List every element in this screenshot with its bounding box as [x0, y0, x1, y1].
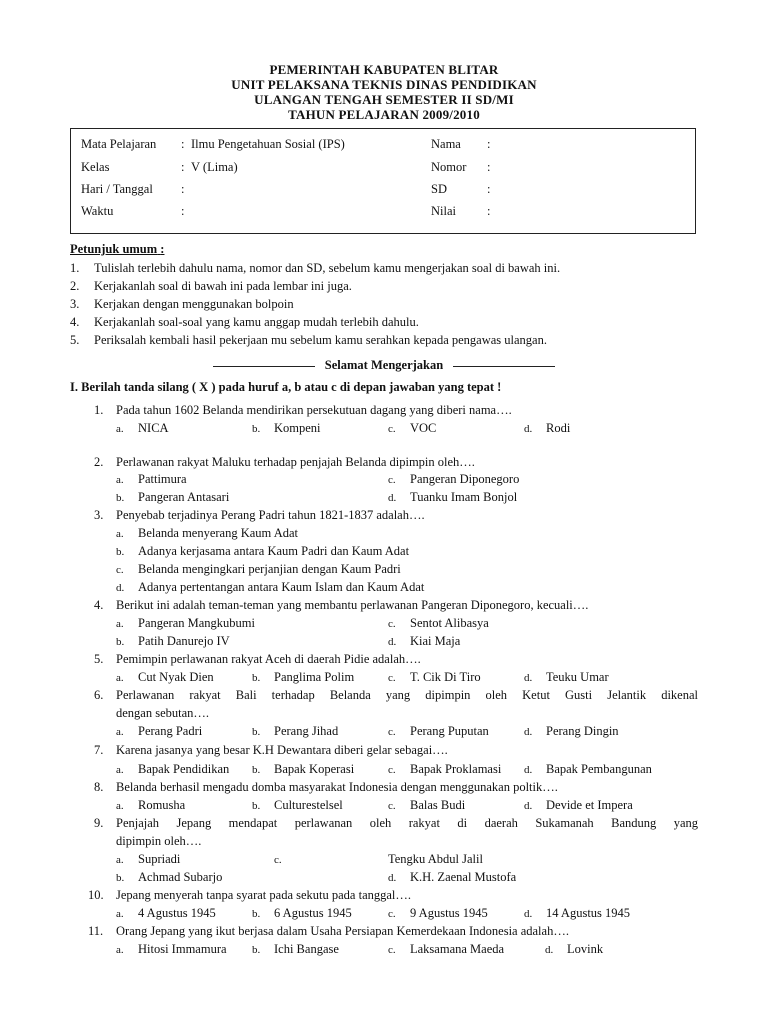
good-luck-banner: [0, 356, 768, 374]
option-letter: c.: [388, 474, 396, 486]
identity-value: Ilmu Pengetahuan Sosial (IPS): [191, 137, 345, 151]
answer-option[interactable]: [116, 760, 229, 779]
question-text: Jepang menyerah tanpa syarat pada sekutu pada tanggal….: [116, 888, 412, 902]
answer-option[interactable]: [116, 524, 298, 543]
option-text: Culturestelsel: [274, 798, 343, 812]
header-line-1: PEMERINTAH KABUPATEN BLITAR: [269, 62, 499, 77]
answer-option[interactable]: [524, 904, 630, 923]
instruction-item: [70, 331, 698, 349]
option-text: 4 Agustus 1945: [138, 906, 216, 920]
instructions-title-text: Petunjuk umum: [70, 242, 158, 256]
instructions-list: [70, 259, 698, 349]
option-letter: b.: [252, 672, 261, 684]
question-text: dengan sebutan….: [116, 706, 210, 720]
question-number: 3.: [94, 508, 104, 522]
option-letter: a.: [116, 800, 124, 812]
option-text: K.H. Zaenal Mustofa: [410, 870, 517, 884]
question-text: Penyebab terjadinya Perang Padri tahun 1821-1837 adalah….: [116, 508, 425, 522]
instruction-text: Kerjakanlah soal di bawah ini pada lembar ini juga.: [94, 279, 352, 293]
question-text: dipimpin oleh….: [116, 834, 202, 848]
identity-separator-right: :: [487, 160, 491, 174]
option-text: Devide et Impera: [546, 798, 633, 812]
identity-label-right: SD: [431, 182, 447, 196]
option-letter: b.: [116, 492, 125, 504]
option-text: Bapak Koperasi: [274, 762, 355, 776]
option-letter: a.: [116, 854, 124, 866]
option-text: Tengku Abdul Jalil: [388, 852, 483, 866]
option-letter: d.: [388, 636, 397, 648]
option-text: Sentot Alibasya: [410, 616, 489, 630]
instruction-item: [70, 259, 698, 277]
divider: [453, 366, 555, 367]
option-text: VOC: [410, 421, 437, 435]
answer-option[interactable]: [524, 419, 570, 438]
option-letter: d.: [524, 726, 533, 738]
answer-option[interactable]: [116, 419, 169, 438]
answer-option[interactable]: [116, 850, 180, 869]
option-text: Laksamana Maeda: [410, 942, 505, 956]
option-letter: c.: [388, 618, 396, 630]
option-letter: a.: [116, 618, 124, 630]
option-text: Adanya pertentangan antara Kaum Islam dan Kaum Adat: [138, 580, 425, 594]
answer-option[interactable]: [116, 470, 187, 489]
answer-option[interactable]: [388, 940, 504, 959]
option-letter: d.: [524, 908, 533, 920]
option-letter: d.: [524, 764, 533, 776]
option-letter: d.: [524, 423, 533, 435]
identity-label: Waktu: [81, 204, 114, 218]
option-letter: c.: [116, 564, 124, 576]
option-text: Achmad Subarjo: [138, 870, 223, 884]
identity-label-right: Nomor: [431, 160, 467, 174]
option-letter: b.: [252, 800, 261, 812]
option-letter: a.: [116, 474, 124, 486]
answer-option[interactable]: [116, 542, 409, 561]
answer-option[interactable]: [524, 796, 633, 815]
option-text: Kompeni: [274, 421, 321, 435]
option-text: Adanya kerjasama antara Kaum Padri dan Kaum Adat: [138, 544, 410, 558]
instruction-item: [70, 277, 698, 295]
option-letter: a.: [116, 944, 124, 956]
option-letter: c.: [388, 764, 396, 776]
header-line-2: UNIT PELAKSANA TEKNIS DINAS PENDIDIKAN: [231, 77, 537, 92]
answer-option[interactable]: [388, 904, 488, 923]
question-number: 11.: [88, 924, 104, 938]
instruction-number: 4.: [70, 315, 80, 329]
answer-option[interactable]: [524, 760, 652, 779]
answer-option[interactable]: [388, 760, 501, 779]
identity-label-right: Nama: [431, 137, 461, 151]
answer-option[interactable]: [252, 904, 352, 923]
answer-option[interactable]: [388, 868, 516, 887]
option-text: Ichi Bangase: [274, 942, 339, 956]
question-number: 7.: [94, 743, 104, 757]
answer-option[interactable]: [252, 668, 354, 687]
identity-separator-right: :: [487, 204, 491, 218]
instruction-text: Kerjakan dengan menggunakan bolpoin: [94, 297, 294, 311]
identity-separator: :: [181, 137, 185, 151]
instruction-number: 2.: [70, 279, 80, 293]
identity-separator-right: :: [487, 182, 491, 196]
identity-separator-right: :: [487, 137, 491, 151]
option-text: Lovink: [567, 942, 604, 956]
option-text: Balas Budi: [410, 798, 466, 812]
option-letter: a.: [116, 908, 124, 920]
answer-option[interactable]: [116, 904, 216, 923]
instruction-item: [70, 313, 698, 331]
answer-option[interactable]: [388, 470, 519, 489]
question-text: Perlawanan rakyat Bali terhadap Belanda yang dipimpin oleh Ketut Gusti Jelantik dikenal: [116, 688, 698, 702]
instruction-text: Kerjakanlah soal-soal yang kamu anggap mudah terlebih dahulu.: [94, 315, 419, 329]
answer-option[interactable]: [116, 940, 227, 959]
answer-option[interactable]: [252, 722, 338, 741]
instruction-number: 5.: [70, 333, 80, 347]
option-text: 6 Agustus 1945: [274, 906, 352, 920]
identity-value: V (Lima): [191, 160, 238, 174]
option-text: Romusha: [138, 798, 186, 812]
option-letter: a.: [116, 672, 124, 684]
option-text: T. Cik Di Tiro: [410, 670, 481, 684]
option-text: Hitosi Immamura: [138, 942, 227, 956]
option-letter: d.: [388, 492, 397, 504]
answer-option[interactable]: [388, 632, 460, 651]
good-luck-text: Selamat Mengerjakan: [324, 358, 444, 372]
identity-separator: :: [181, 204, 185, 218]
answer-option[interactable]: [116, 632, 230, 651]
option-letter: a.: [116, 528, 124, 540]
answer-option[interactable]: [252, 419, 321, 438]
option-text: Bapak Pembangunan: [546, 762, 652, 776]
option-text: Cut Nyak Dien: [138, 670, 214, 684]
question-text: Pada tahun 1602 Belanda mendirikan persekutuan dagang yang diberi nama….: [116, 403, 512, 417]
option-text: Perang Puputan: [410, 724, 489, 738]
instructions-title: [70, 240, 164, 258]
answer-option[interactable]: [524, 668, 609, 687]
exam-header: [0, 62, 768, 122]
question-text: Berikut ini adalah teman-teman yang membantu perlawanan Pangeran Diponegoro, kecuali….: [116, 598, 589, 612]
answer-option[interactable]: [116, 560, 401, 579]
answer-option[interactable]: [252, 940, 339, 959]
identity-box: [70, 128, 696, 234]
option-letter: c.: [274, 854, 282, 866]
option-letter: d.: [388, 872, 397, 884]
option-letter: b.: [252, 908, 261, 920]
answer-option[interactable]: [388, 668, 481, 687]
answer-option[interactable]: [388, 796, 465, 815]
divider: [213, 366, 315, 367]
option-text: NICA: [138, 421, 169, 435]
question-text: Orang Jepang yang ikut berjasa dalam Usaha Persiapan Kemerdekaan Indonesia adalah….: [116, 924, 569, 938]
option-letter: b.: [252, 944, 261, 956]
option-text: Bapak Proklamasi: [410, 762, 502, 776]
option-letter: c.: [388, 944, 396, 956]
option-text: Patih Danurejo IV: [138, 634, 230, 648]
answer-option[interactable]: [252, 760, 354, 779]
answer-option[interactable]: [274, 850, 296, 869]
answer-option[interactable]: [252, 796, 343, 815]
identity-label: Kelas: [81, 160, 110, 174]
option-letter: b.: [252, 764, 261, 776]
option-letter: c.: [388, 726, 396, 738]
answer-option[interactable]: [388, 850, 483, 868]
answer-option[interactable]: [116, 868, 222, 887]
option-text: 14 Agustus 1945: [546, 906, 631, 920]
question-number: 5.: [94, 652, 104, 666]
instruction-item: [70, 295, 698, 313]
option-letter: b.: [116, 872, 125, 884]
option-text: Rodi: [546, 421, 571, 435]
identity-separator: :: [181, 160, 185, 174]
option-letter: a.: [116, 764, 124, 776]
question-text: Karena jasanya yang besar K.H Dewantara diberi gelar sebagai….: [116, 743, 448, 757]
question-text: Perlawanan rakyat Maluku terhadap penjajah Belanda dipimpin oleh….: [116, 455, 475, 469]
instruction-text: Tulislah terlebih dahulu nama, nomor dan SD, sebelum kamu mengerjakan soal di bawah ini.: [94, 261, 561, 275]
option-text: Panglima Polim: [274, 670, 355, 684]
question-text: Pemimpin perlawanan rakyat Aceh di daerah Pidie adalah….: [116, 652, 421, 666]
question-text: Belanda berhasil mengadu domba masyarakat Indonesia dengan menggunakan poltik….: [116, 780, 558, 794]
option-text: Tuanku Imam Bonjol: [410, 490, 518, 504]
answer-option[interactable]: [524, 722, 619, 741]
option-text: Belanda menyerang Kaum Adat: [138, 526, 299, 540]
option-letter: a.: [116, 726, 124, 738]
header-line-4: TAHUN PELAJARAN 2009/2010: [288, 107, 480, 122]
question-number: 10.: [88, 888, 104, 902]
option-text: Pangeran Antasari: [138, 490, 230, 504]
option-letter: c.: [388, 800, 396, 812]
question-number: 4.: [94, 598, 104, 612]
option-text: Teuku Umar: [546, 670, 609, 684]
answer-option[interactable]: [116, 614, 255, 633]
identity-separator: :: [181, 182, 185, 196]
option-letter: b.: [252, 726, 261, 738]
option-letter: c.: [388, 908, 396, 920]
instruction-number: 3.: [70, 297, 80, 311]
identity-label: Mata Pelajaran: [81, 137, 157, 151]
answer-option[interactable]: [116, 668, 214, 687]
option-text: 9 Agustus 1945: [410, 906, 488, 920]
identity-label: Hari / Tanggal: [81, 182, 153, 196]
option-text: Pangeran Mangkubumi: [138, 616, 255, 630]
option-letter: d.: [524, 800, 533, 812]
answer-option[interactable]: [388, 614, 489, 633]
option-text: Bapak Pendidikan: [138, 762, 230, 776]
option-letter: d.: [524, 672, 533, 684]
option-letter: b.: [116, 636, 125, 648]
option-letter: c.: [388, 423, 396, 435]
option-text: Pattimura: [138, 472, 187, 486]
question-number: 2.: [94, 455, 104, 469]
option-text: Pangeran Diponegoro: [410, 472, 520, 486]
answer-option[interactable]: [388, 722, 489, 741]
option-letter: d.: [545, 944, 554, 956]
question-number: 9.: [94, 816, 104, 830]
header-line-3: ULANGAN TENGAH SEMESTER II SD/MI: [254, 92, 514, 107]
option-letter: b.: [252, 423, 261, 435]
option-text: Perang Jihad: [274, 724, 339, 738]
instruction-text: Periksalah kembali hasil pekerjaan mu sebelum kamu serahkan kepada pengawas ulangan.: [94, 333, 547, 347]
option-text: Perang Padri: [138, 724, 203, 738]
option-letter: c.: [388, 672, 396, 684]
question-number: 1.: [94, 403, 104, 417]
answer-option[interactable]: [116, 578, 424, 597]
answer-option[interactable]: [545, 940, 603, 959]
instruction-number: 1.: [70, 261, 80, 275]
answer-option[interactable]: [116, 722, 202, 741]
question-number: 6.: [94, 688, 104, 702]
answer-option[interactable]: [388, 419, 436, 438]
option-letter: d.: [116, 582, 125, 594]
instructions-title-colon: :: [160, 242, 165, 256]
section-title: I. Berilah tanda silang ( X ) pada huruf a, b atau c di depan jawaban yang tepat !: [70, 380, 502, 394]
option-text: Belanda mengingkari perjanjian dengan Kaum Padri: [138, 562, 401, 576]
identity-label-right: Nilai: [431, 204, 456, 218]
question-number: 8.: [94, 780, 104, 794]
answer-option[interactable]: [116, 796, 185, 815]
question-text: Penjajah Jepang mendapat perlawanan oleh rakyat di daerah Sukamanah Bandung yang: [116, 816, 698, 830]
option-text: Perang Dingin: [546, 724, 619, 738]
option-text: Supriadi: [138, 852, 181, 866]
option-text: Kiai Maja: [410, 634, 461, 648]
answer-option[interactable]: [388, 488, 517, 507]
option-letter: b.: [116, 546, 125, 558]
answer-option[interactable]: [116, 488, 229, 507]
option-letter: a.: [116, 423, 124, 435]
